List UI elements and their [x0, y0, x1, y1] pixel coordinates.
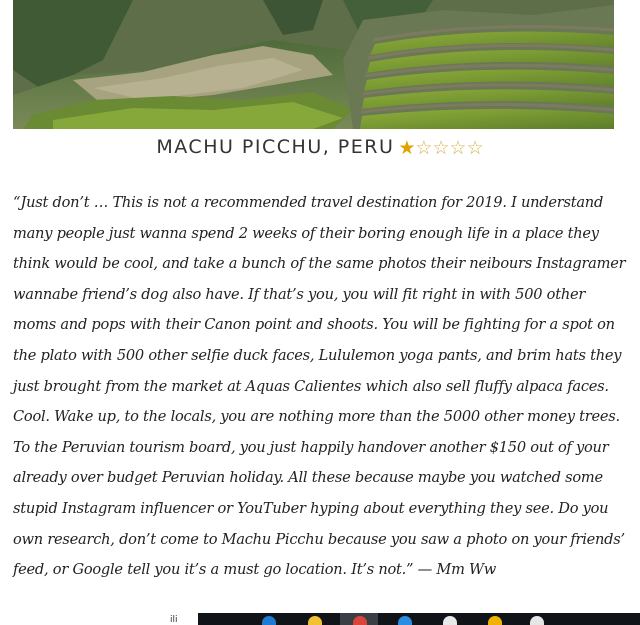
- machu-picchu-photo: [13, 0, 614, 129]
- star-rating: [398, 135, 483, 161]
- store-icon[interactable]: [398, 616, 412, 625]
- star-empty-icon: ☆: [466, 137, 484, 159]
- review-line: already over budget Peruvian holiday. All these because maybe you watched some: [13, 469, 603, 487]
- review-line: Cool. Wake up, to the locals, you are nothing more than the 5000 other money trees.: [13, 408, 620, 426]
- review-line: many people just wanna spend 2 weeks of their boring enough life in a place they: [13, 224, 599, 242]
- review-line: feed, or Google tell you it’s a must go location. It’s not.” — Mm Ww: [13, 561, 497, 579]
- star-empty-icon: ☆: [449, 137, 467, 159]
- review-line: To the Peruvian tourism board, you just happily handover another $150 out of your: [13, 438, 609, 456]
- destination-caption: [0, 134, 640, 161]
- review-line: stupid Instagram influencer or YouTuber hyping about everything they see. Do you: [13, 499, 609, 517]
- review-line: own research, don’t come to Machu Picchu because you saw a photo on your friends’: [13, 530, 625, 548]
- chrome-icon[interactable]: [353, 616, 367, 625]
- star-empty-icon: ☆: [415, 137, 433, 159]
- review-line: think would be cool, and take a bunch of the same photos their neibours Instagramer: [13, 255, 626, 273]
- app2-icon[interactable]: [530, 616, 544, 625]
- star-empty-icon: ☆: [432, 137, 450, 159]
- taskbar-partial-label: ili: [170, 615, 178, 625]
- review-line: just brought from the market at Aquas Calientes which also sell fluffy alpaca faces.: [13, 377, 609, 395]
- review-quote: [13, 188, 631, 586]
- folder-icon[interactable]: [308, 616, 322, 625]
- review-line: “Just don’t … This is not a recommended travel destination for 2019. I understand: [13, 194, 604, 211]
- edge-icon[interactable]: [262, 616, 276, 625]
- paint-icon[interactable]: [488, 616, 502, 625]
- review-line: the plato with 500 other selfie duck faces, Lululemon yoga pants, and brim hats they: [13, 346, 622, 364]
- destination-title: MACHU PICCHU, PERU: [156, 136, 395, 158]
- star-filled-icon: ★: [398, 137, 416, 159]
- review-line: wannabe friend’s dog also have. If that’s you, you will fit right in with 500 other: [13, 285, 586, 303]
- app-icon[interactable]: [443, 616, 457, 625]
- review-line: moms and pops with their Canon point and shoots. You will be fighting for a spot on: [13, 316, 615, 334]
